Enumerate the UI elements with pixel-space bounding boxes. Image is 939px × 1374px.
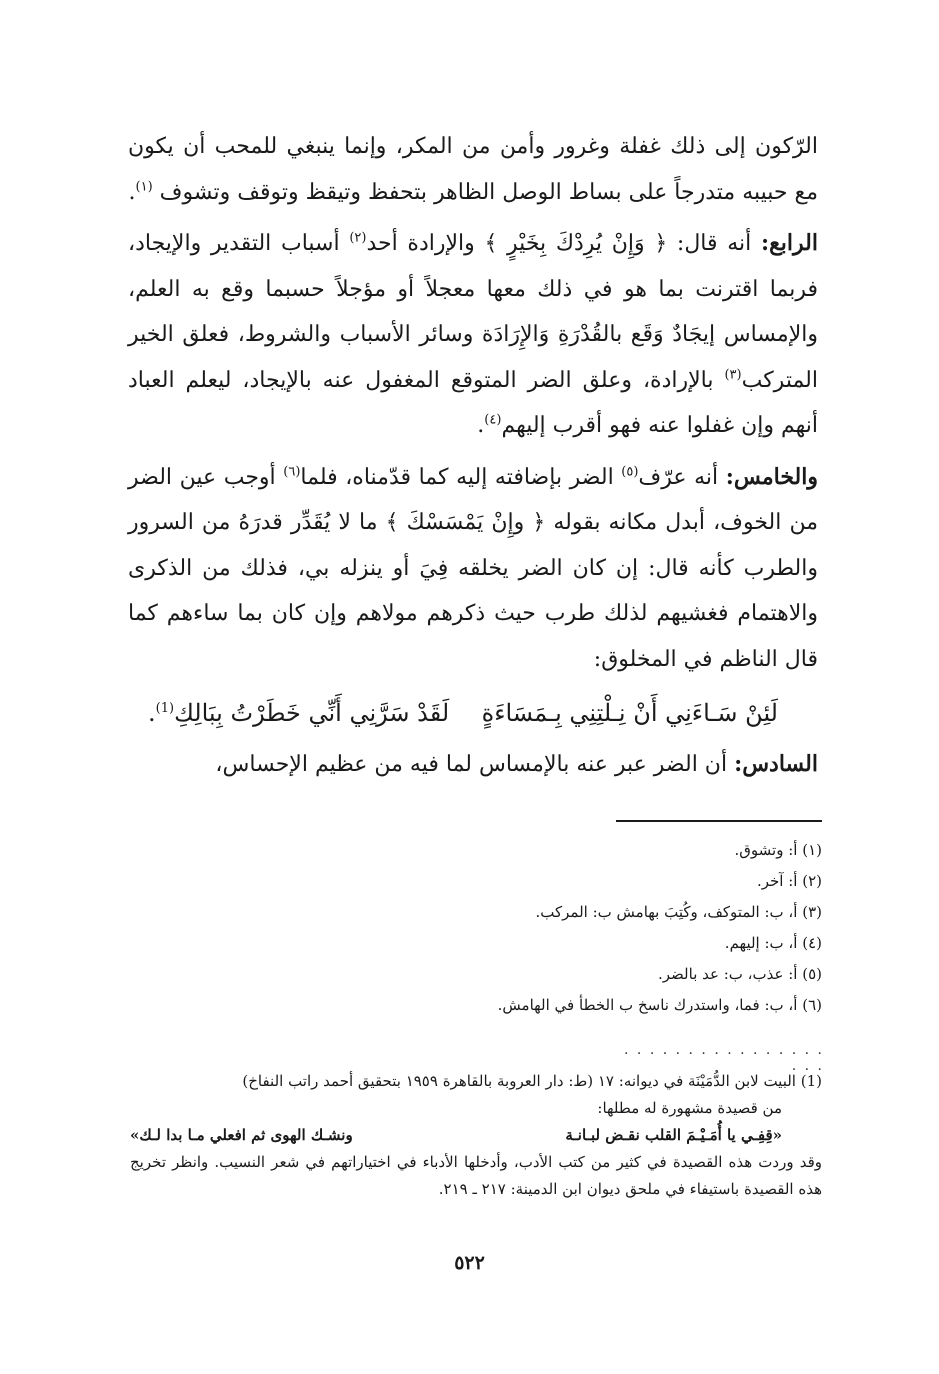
- paragraph-4-lead: السادس:: [734, 751, 818, 777]
- paragraph-1: الرّكون إلى ذلك غفلة وغرور وأمن من المكر، وإنما ينبغي للمحب أن يكون مع حبيبه متدرجاً على بساط الوصل الظاهر بتحفظ وتيقظ وتوقف وتشوف $^{(١)}$.: [128, 134, 818, 205]
- verse-footnote-ref[interactable]: (1): [155, 701, 175, 716]
- footnote-4: (٤) أ، ب: إليهم.: [724, 934, 822, 952]
- footnote-3: (٣) أ، ب: المتوكف، وكُتِبَ بهامش ب: المركب.: [535, 903, 822, 921]
- footnote-2: (٢) أ: آخر.: [756, 872, 822, 890]
- verse-second-hemistich: لَقَدْ سَرَّنِي أَنِّي خَطَرْتُ بِبَالِكِ$^{(1)}$.: [148, 699, 450, 727]
- footnote-ref-5[interactable]: (٥): [621, 464, 639, 480]
- footnote-ref-1[interactable]: (١): [135, 179, 153, 195]
- dotted-separator: . . . . . . . . . . . . . . . . . . .: [624, 1042, 824, 1074]
- paragraph-3: والخامس: أنه عرّف$^{(٥)}$ الضر بإضافته إليه كما قدّمناه، فلما$^{(٦)}$ أوجب عين الضر من الخوف، أبدل مكانه بقوله ﴿ وإِنْ يَمْسَسْكَ ﴾ ما لا يُقَدِّر قدرَهُ من السرور والطرب كأنه قال: إن كان الضر يخلقه فِيَ أو ينزله بي، فذلك من الذكرى والاهتمام فغشيهم لذلك طرب حيث ذكرهم مولاهم وإن كان بما ساءهم كما قال الناظم في المخلوق:: [128, 463, 818, 672]
- footnote-ref-4[interactable]: (٤): [484, 412, 502, 428]
- paragraph-3-lead: والخامس:: [725, 463, 818, 490]
- poem-verse: [128, 690, 818, 736]
- paragraph-2-lead: الرابع:: [760, 230, 818, 256]
- editor-note-line-3: وقد وردت هذه القصيدة في كثير من كتب الأدب، وأدخلها الأدباء في اختياراتهم في شعر النسيب. وانظر تخريج هذه القصيدة باستيفاء في ملحق ديوان ابن الدمينة: ٢١٧ ـ ٢١٩.: [130, 1153, 822, 1198]
- footnote-ref-6[interactable]: (٦): [283, 464, 301, 480]
- footnote-separator-line: [616, 820, 822, 822]
- page-number: ٥٢٢: [454, 1252, 485, 1274]
- footnote-1: (١) أ: وتشوق.: [734, 841, 822, 859]
- footnote-6: (٦) أ، ب: فما، واستدرك ناسخ ب الخطأ في الهامش.: [497, 996, 822, 1014]
- editor-note-line-1: (1) البيت لابن الدُّمَيْنَة في ديوانه: ١٧ (ط: دار العروبة بالقاهرة ١٩٥٩ بتحقيق أحمد راتب النفاخ): [242, 1072, 822, 1090]
- verse-first-hemistich: لَئِنْ سَـاءَنِي أَنْ نِـلْتِنِي بِـمَسَاءَةٍ: [481, 699, 778, 727]
- main-text: [128, 124, 818, 788]
- paragraph-2: الرابع: أنه قال: ﴿ وَإِنْ يُرِدْكَ بِخَيْرٍ ﴾ والإرادة أحد$^{(٢)}$ أسباب التقدير والإيجاد، فربما اقترنت بما هو في ذلك معها معجلاً أو مؤجلاً حسبما وقع به العلم، والإمساس إيجَادٌ وَقَع بالقُدْرَةِ وَالإِرَادَة وسائر الأسباب والشروط، فعلق الخير المتركب$^{(٣)}$ بالإرادة، وعلق الضر المتوقع المغفول عنه بالإيجاد، ليعلم العباد أنهم وإن غفلوا عنه فهو أقرب إليهم$^{(٤)}$.: [128, 230, 818, 438]
- paragraph-4: السادس: أن الضر عبر عنه بالإمساس لما فيه من عظيم الإحساس،: [215, 751, 818, 777]
- editor-note-line-2: من قصيدة مشهورة له مطلها:: [597, 1099, 782, 1117]
- editor-note: [130, 1068, 822, 1203]
- footnotes: [300, 835, 822, 1021]
- couplet-second-hemistich: ونشـك الهوى ثم افعلي مـا بدا لـك»: [130, 1126, 353, 1144]
- footnote-ref-3[interactable]: (٣): [724, 367, 742, 383]
- editor-note-couplet: [130, 1122, 822, 1149]
- footnote-ref-2[interactable]: (٢): [349, 230, 367, 246]
- footnote-5: (٥) أ: عذب، ب: عد بالضر.: [658, 965, 822, 983]
- couplet-first-hemistich: «قِفِـي يا أُمَـيْـمَ القلب نقـض لبـانـة: [565, 1126, 782, 1144]
